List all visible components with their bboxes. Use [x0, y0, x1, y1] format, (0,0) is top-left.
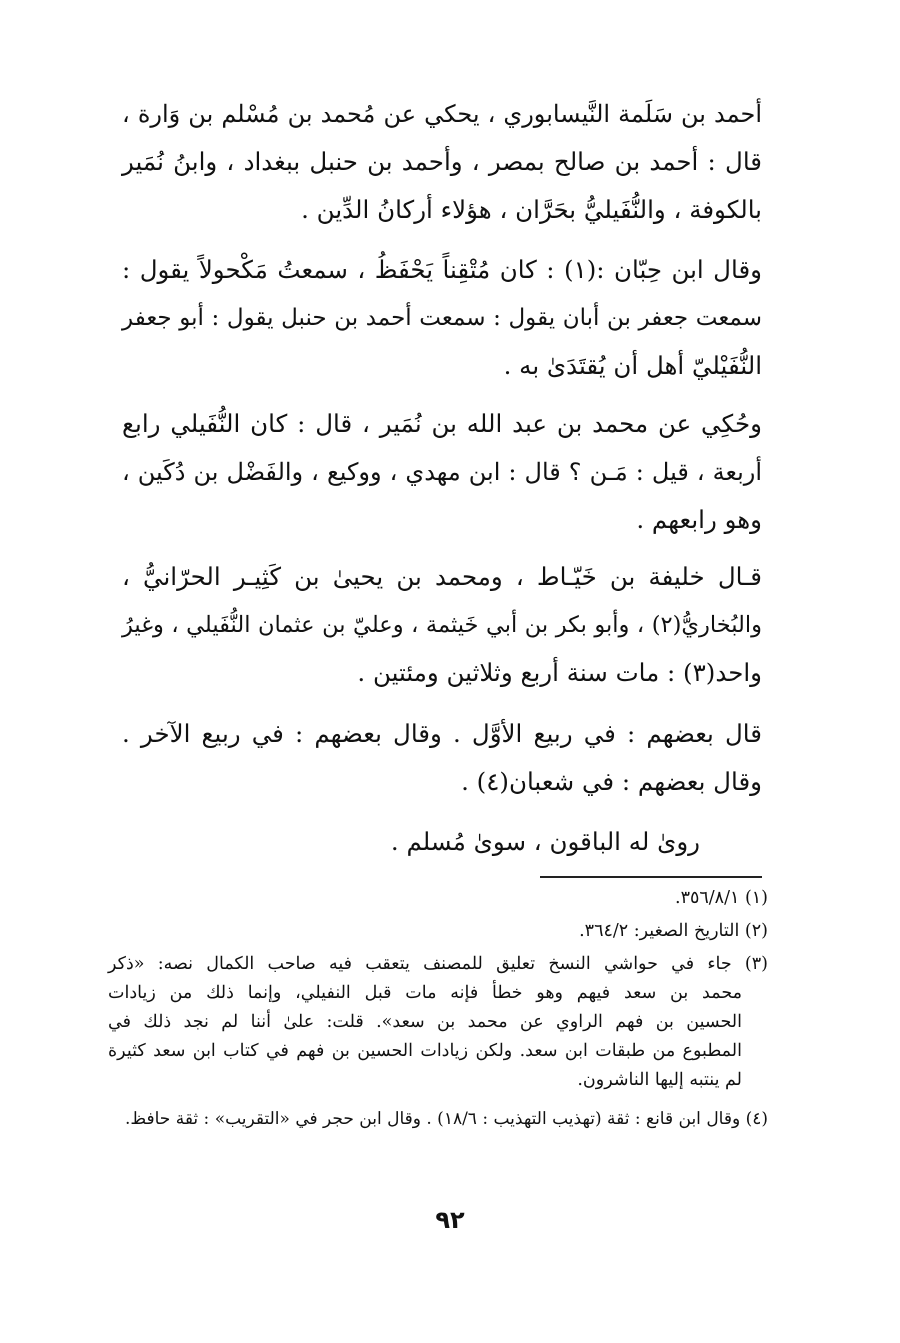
text-line: والبُخاريُّ(٢) ، وأبو بكر بن أبي خَيثمة ، وعليّ بن عثمان النُّفَيلي ، وغيرُ: [122, 612, 762, 638]
paragraph-6: [300, 818, 700, 866]
text-line: واحد(٣) : مات سنة أربع وثلاثين ومئتين .: [357, 658, 762, 687]
footnote-line: (٤) وقال ابن قانع : ثقة (تهذيب التهذيب : ١٨/٦) . وقال ابن حجر في «التقريب» : ثقة حافظ.: [124, 1109, 768, 1129]
text-line: قال : أحمد بن صالح بمصر ، وأحمد بن حنبل ببغداد ، وابنُ نُمَير: [122, 147, 762, 176]
footnote-4: [108, 1105, 768, 1134]
text-line: سمعت جعفر بن أبان يقول : سمعت أحمد بن حنبل يقول : أبو جعفر: [122, 305, 762, 331]
paragraph-3: [122, 400, 762, 544]
footnote-2: [108, 917, 768, 946]
page-number: ٩٢: [435, 1206, 465, 1234]
paragraph-2: [122, 246, 762, 390]
footnote-line: لم ينتبه إليها الناشرون.: [577, 1070, 742, 1090]
text-line: روىٰ له الباقون ، سوىٰ مُسلم .: [390, 827, 700, 856]
text-line: أحمد بن سَلَمة النَّيسابوري ، يحكي عن مُحمد بن مُسْلم بن وَارة ،: [122, 100, 762, 128]
footnotes: [108, 884, 768, 1138]
footnote-1: [108, 884, 768, 913]
text-line: وهو رابعهم .: [636, 505, 762, 534]
paragraph-5: [122, 710, 762, 806]
text-line: قـال خليفة بن خَيّـاط ، ومحمد بن يحيىٰ بن كَثِيـر الحرّانيُّ ،: [122, 562, 762, 591]
paragraph-4: [122, 553, 762, 697]
text-line: أربعة ، قيل : مَـن ؟ قال : ابن مهدي ، ووكيع ، والفَضْل بن دُكَين ،: [122, 458, 762, 486]
footnote-separator: [540, 876, 762, 878]
text-line: قال بعضهم : في ربيع الأوَّل . وقال بعضهم : في ربيع الآخر .: [122, 719, 762, 748]
footnote-line: المطبوع من طبقات ابن سعد. ولكن زيادات الحسين بن فهم في كتاب ابن سعد كثيرة: [108, 1041, 742, 1061]
footnote-line: (٢) التاريخ الصغير: ٣٦٤/٢.: [579, 921, 768, 941]
footnote-line: (٣) جاء في حواشي النسخ تعليق للمصنف يتعقب فيه صاحب الكمال نصه: «ذكر: [108, 954, 768, 974]
footnote-line: محمد بن سعد فيهم وهو خطأ فإنه مات قبل النفيلي، وإنما ذلك من زيادات: [108, 983, 742, 1003]
text-line: وقال بعضهم : في شعبان(٤) .: [461, 767, 762, 796]
text-line: النُّفَيْليّ أهل أن يُقتَدَىٰ به .: [503, 351, 762, 380]
footnote-3: [108, 950, 768, 1095]
footnote-line: (١) ٣٥٦/٨/١.: [675, 888, 768, 908]
paragraph-1: [122, 90, 762, 234]
text-line: وحُكِي عن محمد بن عبد الله بن نُمَير ، قال : كان النُّفَيلي رابع: [122, 409, 762, 438]
text-line: بالكوفة ، والنُّفَيليُّ بحَرَّان ، هؤلاء أركانُ الدِّين .: [301, 195, 762, 224]
text-line: وقال ابن حِبّان :(١) : كان مُتْقِناً يَحْفَظُ ، سمعتُ مَكْحولاً يقول :: [122, 255, 762, 284]
footnote-line: الحسين بن فهم الراوي عن محمد بن سعد». قلت: علىٰ أننا لم نجد ذلك في: [108, 1012, 742, 1032]
